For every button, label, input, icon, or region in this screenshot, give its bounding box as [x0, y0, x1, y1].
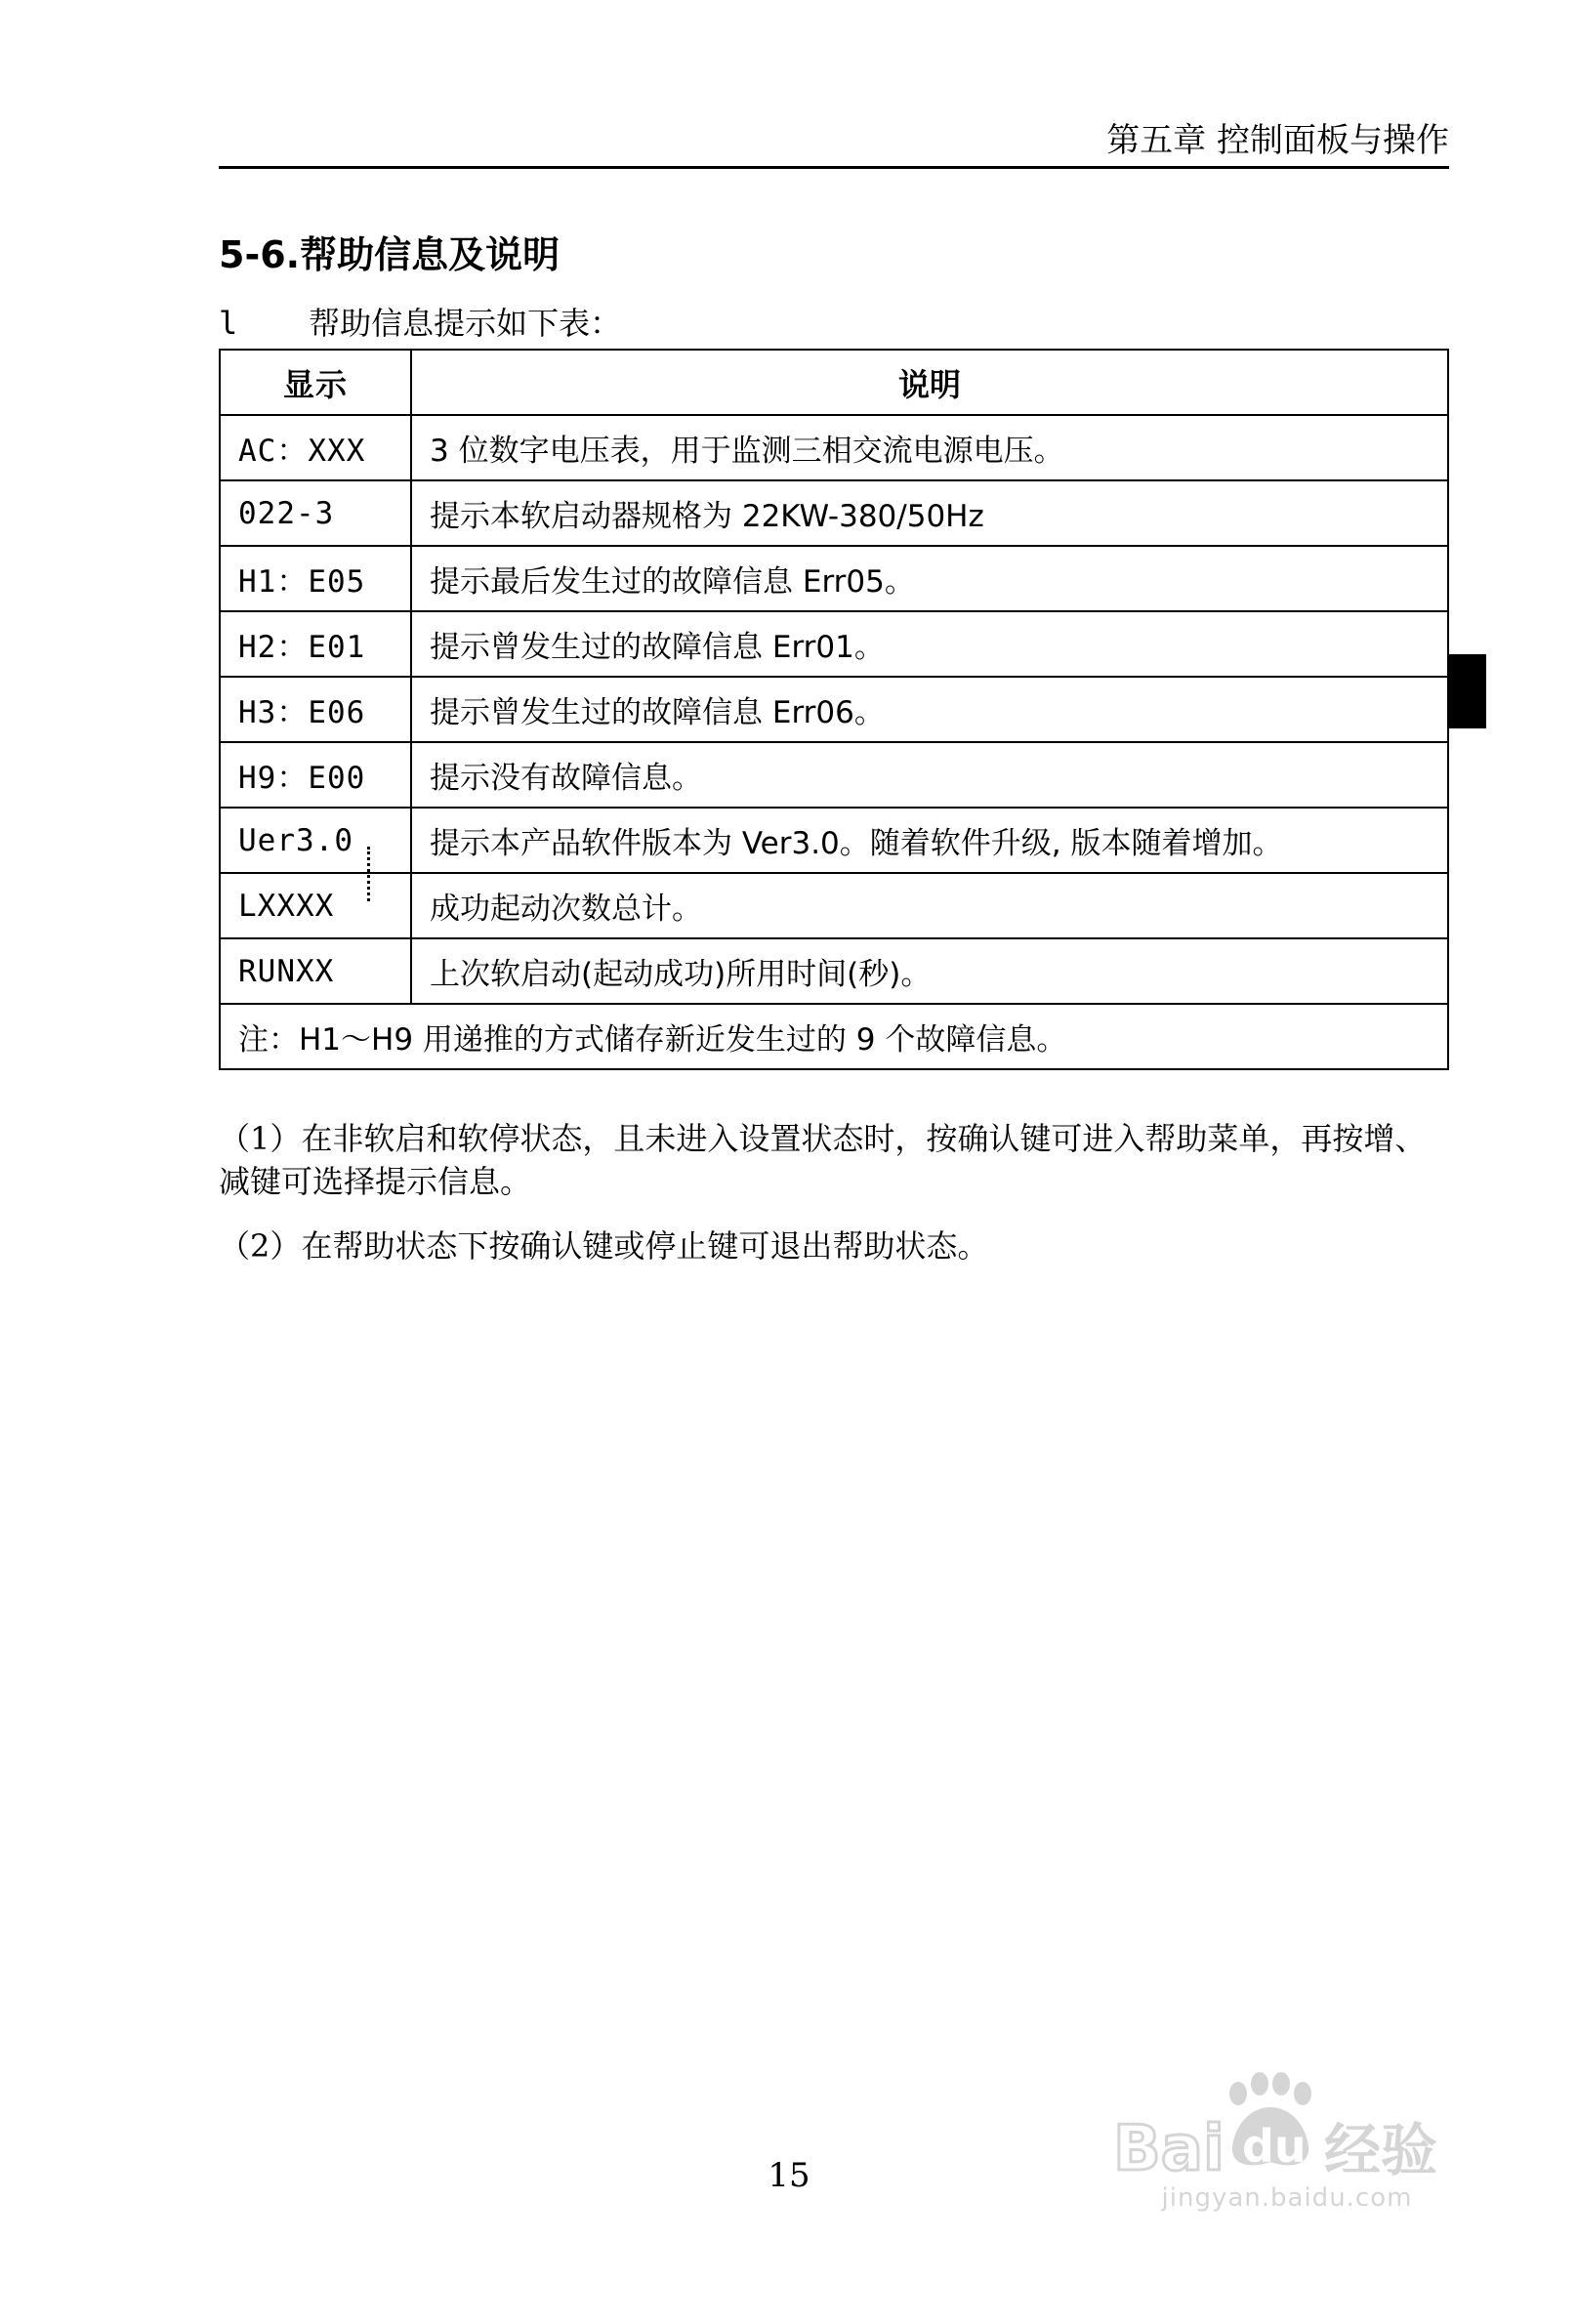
- table-row: [220, 677, 1448, 742]
- table-row: [220, 611, 1448, 677]
- chapter-title: 第五章 控制面板与操作: [1106, 121, 1449, 160]
- display-cell: H9：E00: [220, 742, 411, 808]
- description-cell: 提示曾发生过的故障信息 Err01。: [411, 611, 1448, 677]
- description-cell: 提示没有故障信息。: [411, 742, 1448, 808]
- svg-text:du: du: [1242, 2120, 1307, 2173]
- description-cell: 成功起动次数总计。: [411, 873, 1448, 938]
- display-cell: H1：E05: [220, 546, 411, 611]
- ellipsis-dots-decoration: [367, 847, 374, 901]
- help-info-table: [219, 349, 1449, 1070]
- svg-text:经验: 经验: [1324, 2117, 1438, 2180]
- table-row: [220, 546, 1448, 611]
- table-row: [220, 873, 1448, 938]
- description-cell: 上次软启动(起动成功)所用时间(秒)。: [411, 938, 1448, 1004]
- table-row: [220, 480, 1448, 546]
- description-cell: 提示本产品软件版本为 Ver3.0。随着软件升级, 版本随着增加。: [411, 808, 1448, 873]
- header-description: 说明: [411, 350, 1448, 415]
- display-cell: H2：E01: [220, 611, 411, 677]
- chapter-tab-marker: [1449, 654, 1486, 728]
- display-cell: 022-3: [220, 480, 411, 546]
- display-cell: H3：E06: [220, 677, 411, 742]
- table-row: [220, 415, 1448, 480]
- section-title: 5-6.帮助信息及说明: [219, 233, 561, 276]
- intro-text: 帮助信息提示如下表：: [309, 305, 622, 342]
- description-cell: 提示本软启动器规格为 22KW-380/50Hz: [411, 480, 1448, 546]
- table-note: 注：H1～H9 用递推的方式储存新近发生过的 9 个故障信息。: [220, 1004, 1448, 1069]
- bullet-marker: l: [219, 305, 238, 342]
- baidu-paw-logo-icon: [1111, 2068, 1463, 2180]
- header-display: 显示: [220, 350, 411, 415]
- description-cell: 提示最后发生过的故障信息 Err05。: [411, 546, 1448, 611]
- table-row: [220, 938, 1448, 1004]
- table-row: [220, 742, 1448, 808]
- page-number: 15: [768, 2156, 810, 2195]
- display-cell: RUNXX: [220, 938, 411, 1004]
- table-row: [220, 808, 1448, 873]
- table-note-row: [220, 1004, 1448, 1069]
- table-header-row: [220, 350, 1448, 415]
- paragraph-2: （2）在帮助状态下按确认键或停止键可退出帮助状态。: [219, 1227, 989, 1265]
- paragraph-1: （1）在非软启和软停状态，且未进入设置状态时，按确认键可进入帮助菜单，再按增、减键可选择提示信息。: [219, 1120, 1427, 1200]
- watermark-url: jingyan.baidu.com: [1161, 2183, 1413, 2213]
- baidu-jingyan-watermark: [1111, 2068, 1463, 2215]
- display-cell: Uer3.0: [220, 808, 411, 873]
- description-cell: 提示曾发生过的故障信息 Err06。: [411, 677, 1448, 742]
- page-header: [219, 113, 1449, 169]
- svg-text:Bai: Bai: [1113, 2113, 1225, 2180]
- display-cell: LXXXX: [220, 873, 411, 938]
- description-cell: 3 位数字电压表，用于监测三相交流电源电压。: [411, 415, 1448, 480]
- display-cell: AC：XXX: [220, 415, 411, 480]
- intro-line: [219, 299, 621, 344]
